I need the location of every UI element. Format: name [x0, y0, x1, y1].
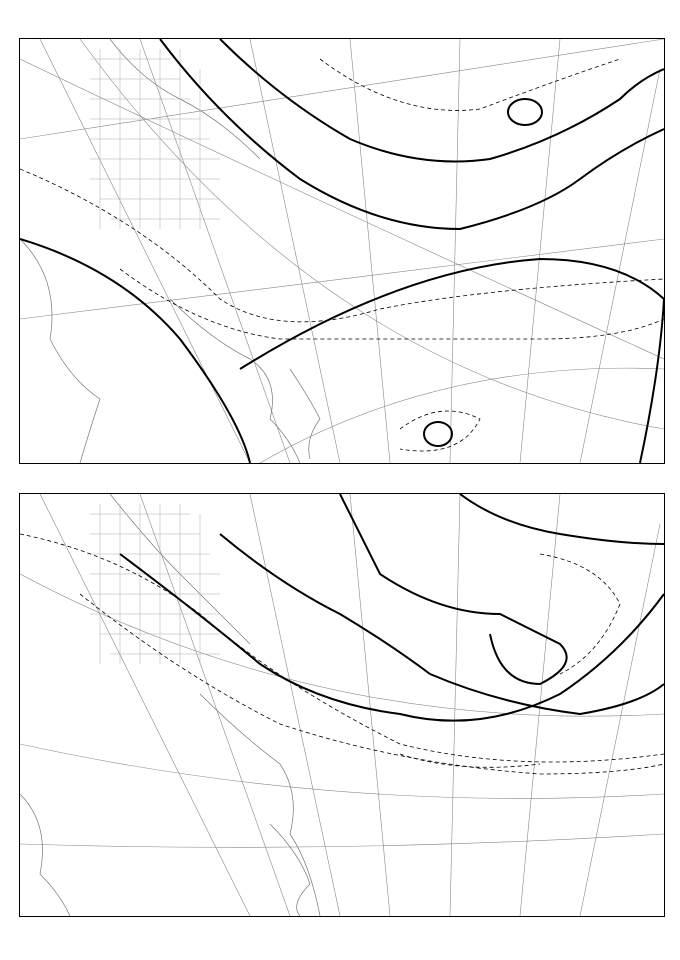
coastlines [20, 39, 320, 463]
temperature-hatch [90, 504, 220, 664]
temperature-hatch [90, 49, 220, 229]
chart-500hpa [19, 493, 665, 917]
coastlines [20, 494, 320, 916]
map-300hpa [20, 39, 664, 463]
graticule [20, 39, 664, 463]
chart-300hpa [19, 38, 665, 464]
isotherm-contours [20, 59, 664, 451]
map-500hpa [20, 494, 664, 916]
graticule [20, 494, 664, 916]
height-contours [120, 494, 664, 721]
